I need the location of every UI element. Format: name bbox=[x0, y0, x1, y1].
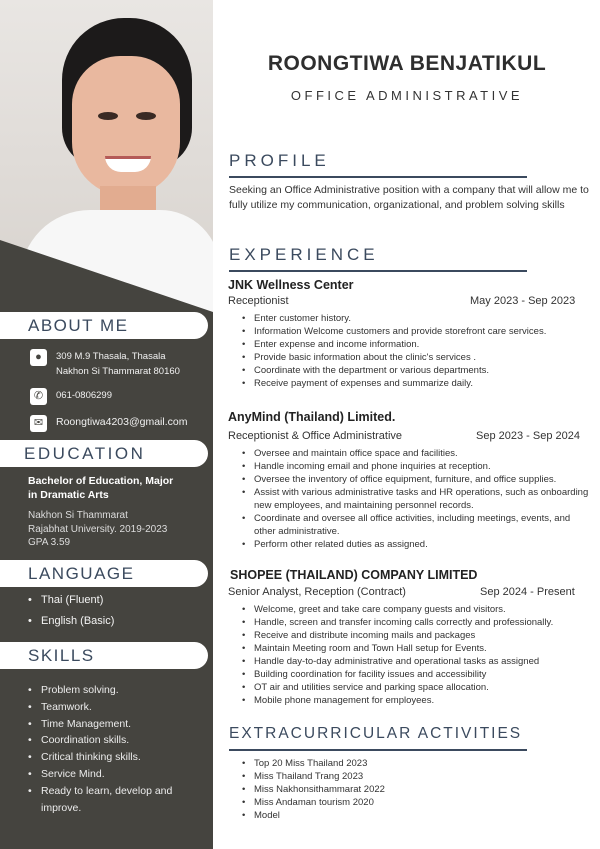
job-dates: Sep 2024 - Present bbox=[480, 586, 575, 598]
language-heading: LANGUAGE bbox=[0, 560, 208, 587]
candidate-role: OFFICE ADMINISTRATIVE bbox=[290, 88, 524, 103]
skill-item: • Time Management. bbox=[28, 716, 206, 733]
address-row bbox=[30, 349, 180, 379]
profile-text: Seeking an Office Administrative position with a company that will allow me to fully utilize my communication, organizational, and problem solving skills bbox=[229, 184, 589, 211]
profile-photo bbox=[0, 0, 213, 312]
experience-heading: EXPERIENCE bbox=[229, 245, 379, 264]
job-position: Senior Analyst, Reception (Contract) bbox=[228, 586, 406, 598]
extracurricular-heading: EXTRACURRICULAR ACTIVITIES bbox=[229, 725, 523, 742]
activity-item: • Model bbox=[242, 809, 592, 822]
candidate-name: ROONGTIWA BENJATIKUL bbox=[267, 52, 547, 75]
skill-item: • Ready to learn, develop and improve. bbox=[28, 783, 206, 817]
duty-item: • Coordinate and oversee all office activities, including meetings, events, and other administrative. bbox=[242, 512, 592, 538]
activity-item: • Miss Andaman tourism 2020 bbox=[242, 796, 592, 809]
activity-item: • Top 20 Miss Thailand 2023 bbox=[242, 757, 592, 770]
duty-item: • Welcome, greet and take care company guests and visitors. bbox=[242, 603, 592, 616]
duty-item: • Receive and distribute incoming mails and packages bbox=[242, 629, 592, 642]
job-position: Receptionist & Office Administrative bbox=[228, 430, 403, 442]
about-heading: ABOUT ME bbox=[0, 312, 208, 339]
address-line-1: 309 M.9 Thasala, Thasala bbox=[56, 351, 166, 362]
skills-heading: SKILLS bbox=[0, 642, 208, 669]
job-duties bbox=[242, 312, 592, 390]
email-address: Roongtiwa4203@gmail.com bbox=[56, 416, 188, 428]
photo-diagonal-overlay bbox=[0, 0, 213, 312]
duty-item: • Assist with various administrative tasks and HR operations, such as onboarding new employees, and maintaining personnel records. bbox=[242, 486, 592, 512]
job-dates: May 2023 - Sep 2023 bbox=[470, 295, 576, 307]
activity-item: • Miss Thailand Trang 2023 bbox=[242, 770, 592, 783]
school-info: Nakhon Si Thammarat Rajabhat University. 2019-2023 GPA 3.59 bbox=[28, 510, 168, 548]
company-name: SHOPEE (THAILAND) COMPANY LIMITED bbox=[230, 568, 478, 582]
extracurricular-divider bbox=[229, 749, 527, 751]
job-position: Receptionist bbox=[228, 295, 289, 307]
duty-item: • Coordinate with the department or various departments. bbox=[242, 364, 592, 377]
language-item: • Thai (Fluent) bbox=[28, 594, 104, 606]
duty-item: • Mobile phone management for employees. bbox=[242, 694, 592, 707]
duty-item: • OT air and utilities service and parking space allocation. bbox=[242, 681, 592, 694]
phone-number: 061-0806299 bbox=[56, 390, 112, 401]
duty-item: • Receive payment of expenses and summarize daily. bbox=[242, 377, 592, 390]
address-line-2: Nakhon Si Thammarat 80160 bbox=[56, 366, 180, 377]
duty-item: • Handle, screen and transfer incoming calls correctly and professionally. bbox=[242, 616, 592, 629]
job-duties bbox=[242, 447, 592, 551]
skill-item: • Coordination skills. bbox=[28, 732, 206, 749]
duty-item: • Enter expense and income information. bbox=[242, 338, 592, 351]
duty-item: • Maintain Meeting room and Town Hall setup for Events. bbox=[242, 642, 592, 655]
phone-row bbox=[30, 388, 112, 405]
duty-item: • Handle day-to-day administrative and operational tasks as assigned bbox=[242, 655, 592, 668]
experience-divider bbox=[229, 270, 527, 272]
skill-item: • Problem solving. bbox=[28, 682, 206, 699]
activity-item: • Miss Nakhonsithammarat 2022 bbox=[242, 783, 592, 796]
map-pin-icon: ● bbox=[30, 349, 47, 366]
duty-item: • Enter customer history. bbox=[242, 312, 592, 325]
profile-heading: PROFILE bbox=[229, 151, 330, 170]
duty-item: • Provide basic information about the clinic's services . bbox=[242, 351, 592, 364]
duty-item: • Information Welcome customers and provide storefront care services. bbox=[242, 325, 592, 338]
education-heading: EDUCATION bbox=[0, 440, 208, 467]
job-duties bbox=[242, 603, 592, 707]
activities-list bbox=[242, 757, 592, 822]
job-dates: Sep 2023 - Sep 2024 bbox=[476, 430, 580, 442]
company-name: AnyMind (Thailand) Limited. bbox=[228, 410, 396, 424]
duty-item: • Oversee the inventory of office equipment, furniture, and office supplies. bbox=[242, 473, 592, 486]
company-name: JNK Wellness Center bbox=[228, 278, 354, 292]
language-item: • English (Basic) bbox=[28, 615, 115, 627]
phone-icon: ✆ bbox=[30, 388, 47, 405]
mail-icon: ✉ bbox=[30, 415, 47, 432]
skill-item: • Teamwork. bbox=[28, 699, 206, 716]
duty-item: • Handle incoming email and phone inquiries at reception. bbox=[242, 460, 592, 473]
email-row bbox=[30, 415, 187, 432]
duty-item: • Oversee and maintain office space and facilities. bbox=[242, 447, 592, 460]
skill-item: • Critical thinking skills. bbox=[28, 749, 206, 766]
profile-divider bbox=[229, 176, 527, 178]
skills-list bbox=[28, 682, 206, 816]
skill-item: • Service Mind. bbox=[28, 766, 206, 783]
duty-item: • Building coordination for facility issues and accessibility bbox=[242, 668, 592, 681]
degree: Bachelor of Education, Major in Dramatic Arts bbox=[28, 475, 174, 501]
duty-item: • Perform other related duties as assigned. bbox=[242, 538, 592, 551]
